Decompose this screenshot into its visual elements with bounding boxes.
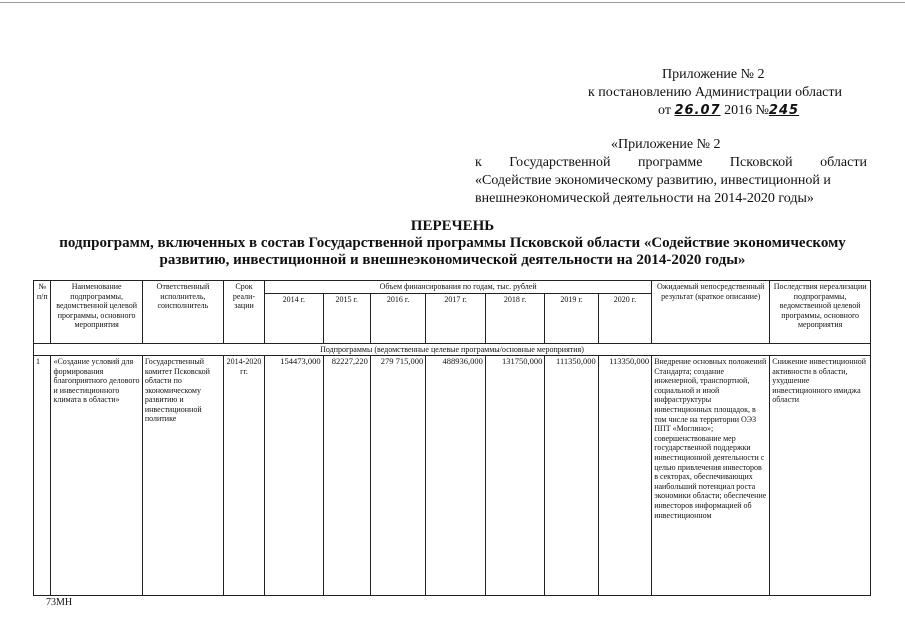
table-row [34, 356, 871, 596]
page-top-border [0, 2, 905, 3]
resolution-header [588, 66, 900, 120]
appendix2-label: «Приложение № 2 [611, 137, 721, 152]
value-2016: 279 715,000 [370, 356, 425, 596]
value-2018: 131750,000 [485, 356, 545, 596]
title-sub: подпрограмм, включенных в состав Государственной программы Псковской области «Содействие экономическому развитию, инвестиционной и внешнеэкономической деятельности на 2014-2020 годы» [59, 235, 846, 268]
program-line-3: внешнеэкономической деятельности на 2014-2020 годы» [475, 191, 814, 206]
program-appendix-header [475, 136, 867, 208]
row-consequences: Снижение инвестиционной активности в области, ухудшение инвестиционного имиджа области [770, 356, 871, 596]
value-2015: 82227,220 [323, 356, 370, 596]
row-num: 1 [34, 356, 51, 596]
section-title: Подпрограммы (ведомственные целевые программы/основные мероприятия) [34, 343, 871, 356]
subprograms-table [33, 280, 871, 596]
year-2014: 2014 г. [265, 293, 324, 343]
row-name: «Создание условий для формирования благоприятного делового и инвестиционного климата в области» [51, 356, 142, 596]
header-num: № п/п [34, 281, 51, 344]
appendix-label: Приложение № 2 [662, 67, 765, 82]
year-2019: 2019 г. [545, 293, 598, 343]
header-expected: Ожидаемый непосредственный результат (краткое описание) [652, 281, 770, 344]
section-row [34, 343, 871, 356]
value-2019: 111350,000 [545, 356, 598, 596]
program-line-1: к Государственной программе Псковской области [475, 155, 867, 170]
header-executor: Ответственный исполнитель, соисполнитель [142, 281, 223, 344]
resolution-date: от 26.07 2016 №245 [658, 103, 800, 118]
year-2016: 2016 г. [370, 293, 425, 343]
year-2017: 2017 г. [426, 293, 486, 343]
handwritten-date: 26.07 [674, 103, 721, 118]
row-expected: Внедрение основных положений Стандарта; создание инженерной, транспортной, социальной и иной инфраструктуры инвестиционных площадок, в том числе на территории ОЭЗ ППТ «Моглино»; совершенствование мер государственной поддержки инвестиционной деятельности с целью привлечения инвесторов в секторах, обеспечивающих наибольший потенциал роста экономики области; обеспечение инвесторов информацией об инвестиционном [652, 356, 770, 596]
resolution-label: к постановлению Администрации области [588, 85, 842, 100]
handwritten-number: 245 [768, 103, 800, 118]
year-2020: 2020 г. [598, 293, 651, 343]
row-executor: Государственный комитет Псковской области по экономическому развитию и инвестиционной политике [142, 356, 223, 596]
value-2014: 154473,000 [265, 356, 324, 596]
row-term: 2014-2020 гг. [223, 356, 264, 596]
year-2018: 2018 г. [485, 293, 545, 343]
header-consequences: Последствия нереализации подпрограммы, ведомственной целевой программы, основного мероприятия [770, 281, 871, 344]
title-main: ПЕРЕЧЕНЬ [410, 218, 495, 234]
header-name: Наименование подпрограммы, ведомственной целевой программы, основного мероприятия [51, 281, 142, 344]
value-2017: 488936,000 [426, 356, 486, 596]
year-2015: 2015 г. [323, 293, 370, 343]
table-header-row [34, 281, 871, 294]
header-funding: Объем финансирования по годам, тыс. рублей [265, 281, 652, 294]
program-line-2: «Содействие экономическому развитию, инвестиционной и [475, 173, 831, 188]
header-term: Срок реали-зации [223, 281, 264, 344]
value-2020: 113350,000 [598, 356, 651, 596]
document-title [0, 218, 905, 269]
footer-code: 73МН [46, 597, 73, 608]
